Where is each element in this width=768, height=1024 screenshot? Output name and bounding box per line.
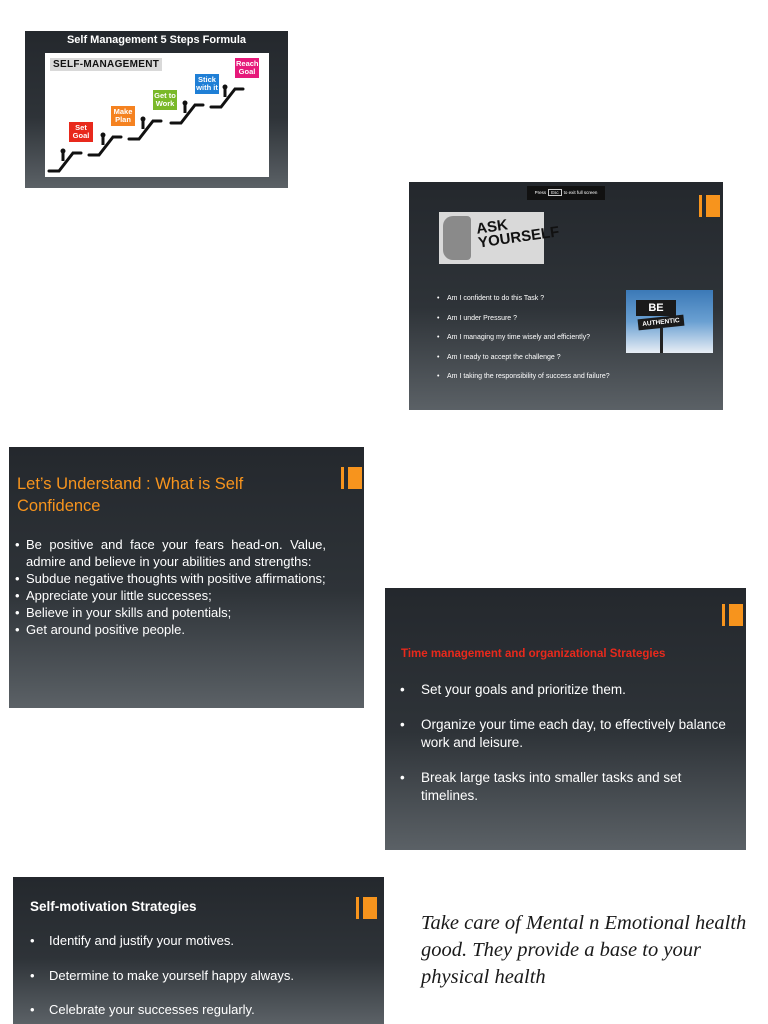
confidence-list — [15, 536, 326, 638]
slide-self-management-formula — [25, 31, 288, 188]
list-item: • Am I managing my time wisely and efficiently? — [437, 328, 677, 348]
authentic-sign-text: AUTHENTIC — [638, 315, 685, 331]
slide-accent-bar — [341, 467, 362, 489]
slide-title: Self-motivation Strategies — [30, 899, 197, 914]
self-management-diagram — [45, 53, 269, 177]
list-item: • Am I taking the responsibility of success and failure? — [437, 367, 677, 387]
slide-accent-bar — [699, 195, 720, 217]
list-item: • Determine to make yourself happy always. — [30, 968, 360, 1003]
step-set-goal: Set Goal — [69, 122, 93, 142]
slide-accent-bar — [356, 897, 377, 919]
list-item: • Get around positive people. — [15, 621, 326, 638]
slide-title: Self Management 5 Steps Formula — [66, 34, 247, 46]
slide-accent-bar — [722, 604, 743, 626]
motivation-list — [30, 933, 360, 1024]
list-item: • Am I ready to accept the challenge ? — [437, 348, 677, 368]
step-make-plan: Make Plan — [111, 106, 135, 126]
list-item: • Break large tasks into smaller tasks and set timelines. — [400, 769, 730, 805]
step-reach-goal: Reach Goal — [236, 59, 259, 76]
slide-self-confidence — [9, 447, 364, 708]
list-item: • Be positive and face your fears head-on. Value, admire and believe in your abilities and strengths: — [15, 536, 326, 570]
hand-image — [443, 216, 471, 260]
esc-key-label: Esc — [548, 189, 562, 196]
diagram-label: SELF-MANAGEMENT — [50, 58, 162, 71]
list-item: • Subdue negative thoughts with positive affirmations; — [15, 570, 326, 587]
list-item: • Celebrate your successes regularly. — [30, 1002, 360, 1024]
step-stick-with-it: Stick with it — [196, 75, 218, 92]
escalator-1 — [49, 153, 81, 171]
slide-time-management — [385, 588, 746, 850]
strategy-list — [400, 681, 730, 822]
slide-title: Time management and organizational Strategies — [401, 648, 666, 660]
fullscreen-exit-hint: Press Esc to exit full screen — [527, 186, 605, 200]
list-item: • Organize your time each day, to effectively balance work and leisure. — [400, 716, 730, 752]
list-item: • Identify and justify your motives. — [30, 933, 360, 968]
slide-title: Let’s Understand : What is Self Confidence — [17, 475, 244, 515]
slide-self-motivation — [13, 877, 384, 1024]
list-item: • Set your goals and prioritize them. — [400, 681, 730, 699]
list-item: • Believe in your skills and potentials; — [15, 604, 326, 621]
ask-yourself-image — [439, 212, 561, 264]
question-list — [437, 289, 677, 387]
ask-yourself-text: ASK YOURSELF — [475, 216, 561, 252]
list-item: • Am I under Pressure ? — [437, 309, 677, 329]
be-sign-text: BE — [636, 300, 676, 316]
escalator-2 — [89, 137, 121, 155]
list-item: • Appreciate your little successes; — [15, 587, 326, 604]
step-get-to-work: Get to Work — [154, 91, 176, 108]
list-item: • Am I confident to do this Task ? — [437, 289, 677, 309]
mental-health-note: Take care of Mental n Emotional health good. They provide a base to your physical health — [421, 912, 747, 988]
slide-ask-yourself — [409, 182, 723, 410]
